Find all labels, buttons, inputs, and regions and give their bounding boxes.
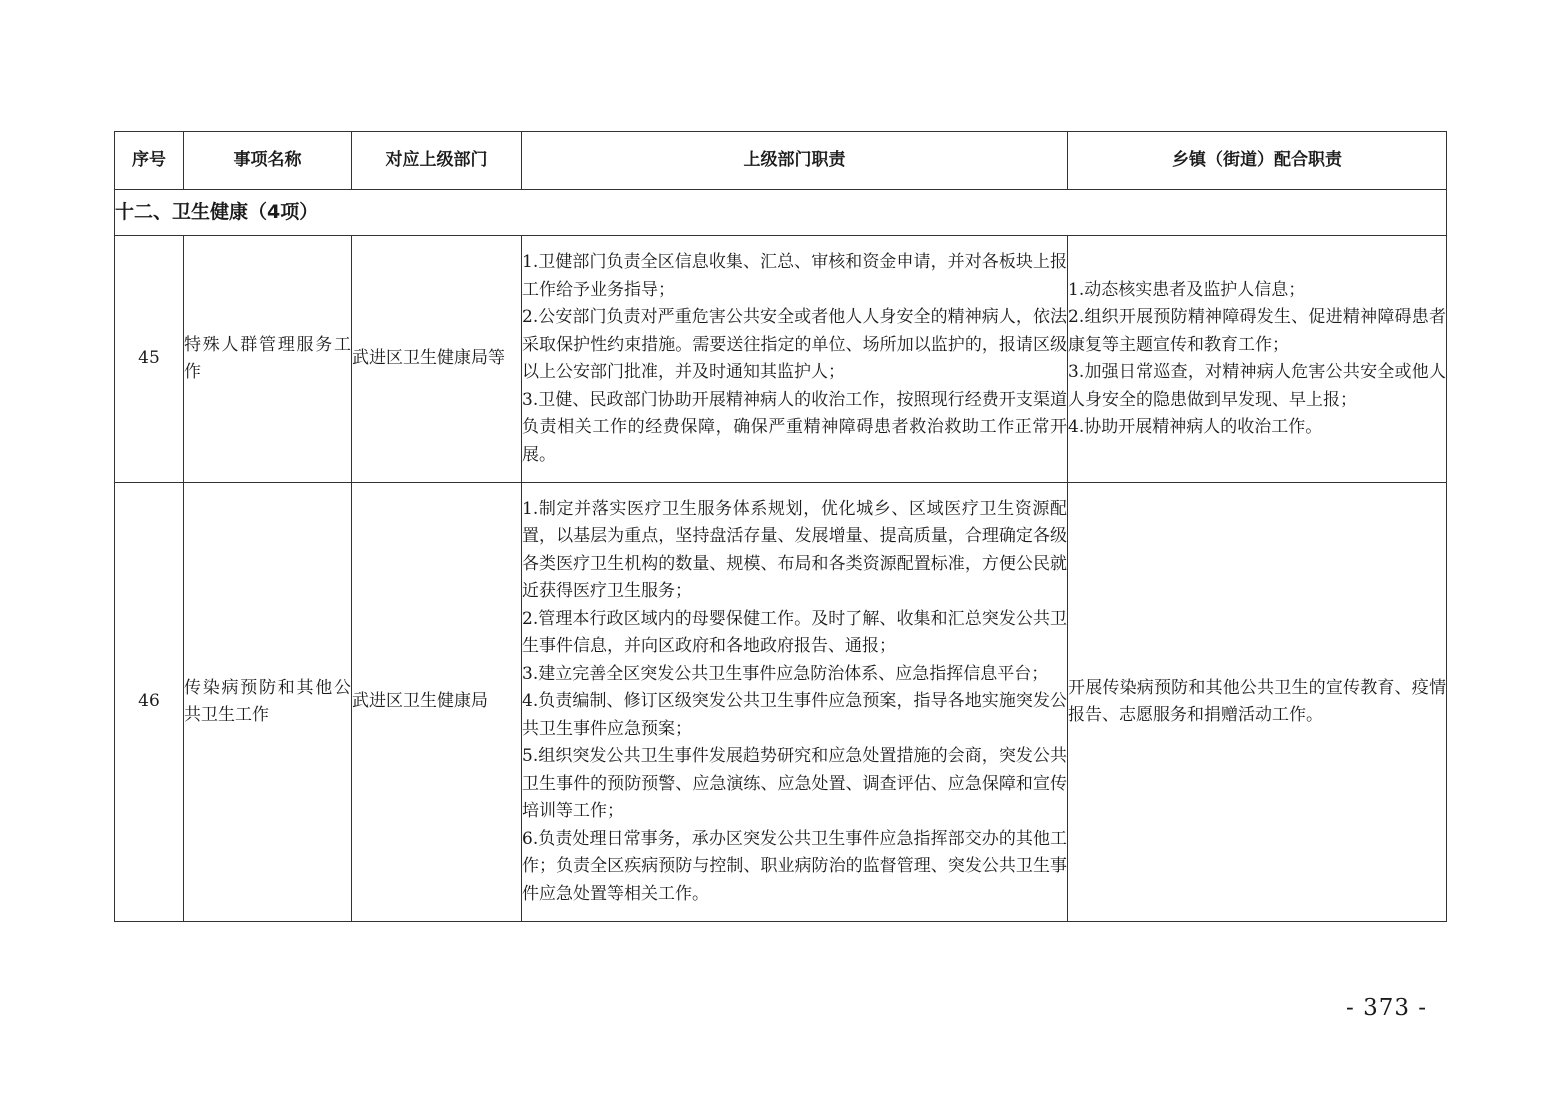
- row-dept: 武进区卫生健康局: [352, 483, 522, 922]
- header-town-duties: 乡镇（街道）配合职责: [1068, 132, 1447, 190]
- row-town-duties: [1068, 483, 1447, 922]
- section-title: 十二、卫生健康（4项）: [115, 190, 1447, 236]
- header-item-name: 事项名称: [184, 132, 352, 190]
- row-seq: 46: [115, 483, 184, 922]
- duty-item: 3.建立完善全区突发公共卫生事件应急防治体系、应急指挥信息平台；: [522, 663, 1049, 684]
- row-dept-duties: [522, 236, 1068, 483]
- table-row: [115, 236, 1447, 483]
- table-header-row: [115, 132, 1447, 190]
- duty-item: 1.制定并落实医疗卫生服务体系规划，优化城乡、区域医疗卫生资源配置，以基层为重点，坚持盘活存量、发展增量、提高质量，合理确定各级各类医疗卫生机构的数量、规模、布局和各类资源配置标准，方便公民就近获得医疗卫生服务；: [522, 498, 1067, 602]
- header-dept-duties: 上级部门职责: [522, 132, 1068, 190]
- section-row: [115, 190, 1447, 236]
- row-town-duties: [1068, 236, 1447, 483]
- duty-item: 4.负责编制、修订区级突发公共卫生事件应急预案，指导各地实施突发公共卫生事件应急预案；: [522, 691, 1067, 739]
- cooperation-item: 1.动态核实患者及监护人信息；: [1068, 279, 1306, 300]
- duty-table: [114, 131, 1447, 922]
- duty-item: 2.管理本行政区域内的母婴保健工作。及时了解、收集和汇总突发公共卫生事件信息，并向区政府和各地政府报告、通报；: [522, 608, 1067, 657]
- row-item-name: 特殊人群管理服务工作: [184, 236, 352, 483]
- header-dept: 对应上级部门: [352, 132, 522, 190]
- cooperation-item: 4.协助开展精神病人的收治工作。: [1068, 417, 1323, 437]
- page-number: - 373 -: [1346, 995, 1428, 1021]
- cooperation-item: 2.组织开展预防精神障碍发生、促进精神障碍患者康复等主题宣传和教育工作；: [1068, 307, 1446, 355]
- row-dept-duties: [522, 483, 1068, 922]
- header-seq: 序号: [115, 132, 184, 190]
- duty-item: 2.公安部门负责对严重危害公共安全或者他人人身安全的精神病人，依法采取保护性约束措施。需要送往指定的单位、场所加以监护的，报请区级以上公安部门批准，并及时通知其监护人；: [522, 307, 1067, 382]
- duty-item: 5.组织突发公共卫生事件发展趋势研究和应急处置措施的会商，突发公共卫生事件的预防预警、应急演练、应急处置、调查评估、应急保障和宣传培训等工作；: [522, 746, 1067, 822]
- row-item-name: 传染病预防和其他公共卫生工作: [184, 483, 352, 922]
- duty-item: 3.卫健、民政部门协助开展精神病人的收治工作，按照现行经费开支渠道负责相关工作的经费保障，确保严重精神障碍患者救治救助工作正常开展。: [522, 389, 1067, 465]
- duty-item: 1.卫健部门负责全区信息收集、汇总、审核和资金申请，并对各板块上报工作给予业务指导；: [522, 252, 1067, 300]
- cooperation-item: 开展传染病预防和其他公共卫生的宣传教育、疫情报告、志愿服务和捐赠活动工作。: [1068, 677, 1446, 725]
- row-seq: 45: [115, 236, 184, 483]
- row-dept: 武进区卫生健康局等: [352, 236, 522, 483]
- cooperation-item: 3.加强日常巡查，对精神病人危害公共安全或他人人身安全的隐患做到早发现、早上报；: [1068, 362, 1446, 410]
- table-row: [115, 483, 1447, 922]
- duty-item: 6.负责处理日常事务，承办区突发公共卫生事件应急指挥部交办的其他工作；负责全区疾病预防与控制、职业病防治的监督管理、突发公共卫生事件应急处置等相关工作。: [522, 828, 1067, 904]
